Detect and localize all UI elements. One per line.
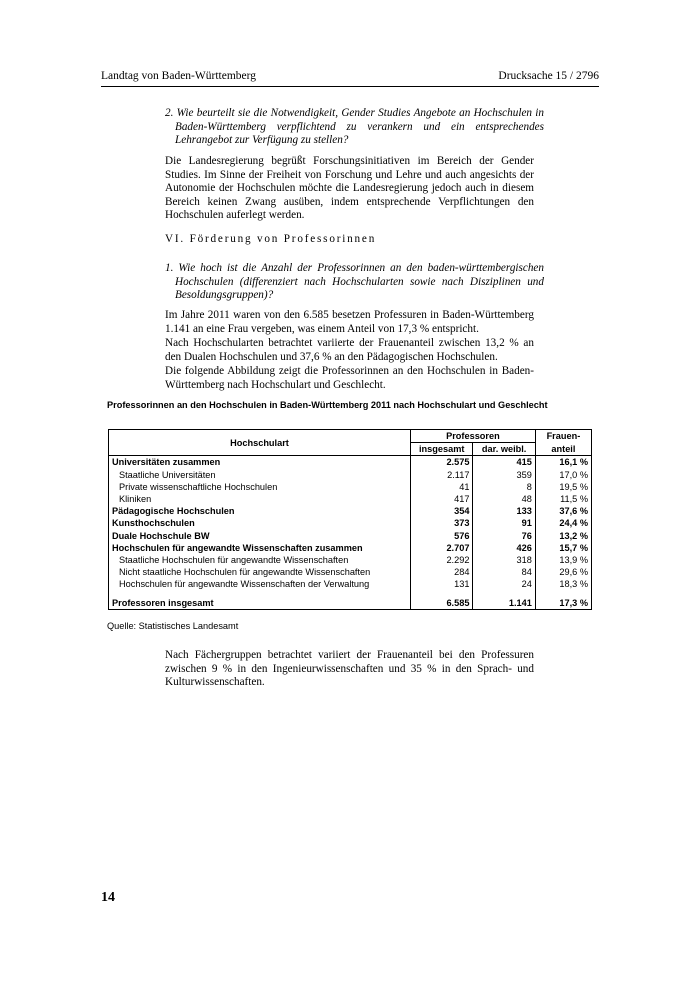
row-insgesamt: 2.117	[410, 469, 472, 481]
row-anteil: 13,9 %	[535, 554, 591, 566]
table-caption: Professorinnen an den Hochschulen in Baden-Württemberg 2011 nach Hochschulart und Geschlecht	[107, 400, 548, 410]
row-weibl: 48	[473, 493, 535, 505]
question-2: 2. Wie beurteilt sie die Notwendigkeit, Gender Studies Angebote an Hochschulen in Baden-Württemberg verpflichtend zu verankern und ein entsprechendes Lehrangebot zur Verfügung zu stellen?	[165, 107, 544, 147]
row-weibl: 24	[473, 578, 535, 590]
row-weibl: 415	[473, 456, 535, 469]
row-label: Staatliche Hochschulen für angewandte Wissenschaften	[109, 554, 411, 566]
row-anteil: 29,6 %	[535, 566, 591, 578]
answer-1-paragraph-1: Im Jahre 2011 waren von den 6.585 besetzen Professuren in Baden-Württemberg 1.141 an eine Frau vergeben, was einem Anteil von 17,3 % entspricht.	[165, 309, 534, 335]
table-row-total	[109, 596, 592, 609]
col-hochschulart: Hochschulart	[109, 430, 411, 456]
row-insgesamt: 417	[410, 493, 472, 505]
col-weibl: dar. weibl.	[473, 443, 535, 456]
row-anteil: 13,2 %	[535, 530, 591, 542]
row-anteil: 15,7 %	[535, 542, 591, 554]
row-weibl: 318	[473, 554, 535, 566]
row-weibl: 359	[473, 469, 535, 481]
row-insgesamt: 6.585	[410, 596, 472, 609]
row-weibl: 8	[473, 481, 535, 493]
row-label: Universitäten zusammen	[109, 456, 411, 469]
table-row	[109, 456, 592, 469]
row-anteil: 18,3 %	[535, 578, 591, 590]
row-anteil: 11,5 %	[535, 493, 591, 505]
table-row	[109, 542, 592, 554]
question-1: 1. Wie hoch ist die Anzahl der Professorinnen an den baden-württembergischen Hochschulen (differenziert nach Hochschularten sowie nach Disziplinen und Besoldungsgruppen)?	[165, 262, 544, 302]
row-weibl: 1.141	[473, 596, 535, 609]
answer-1-paragraph-3: Die folgende Abbildung zeigt die Professorinnen an den Hochschulen in Baden-Württemberg nach Hochschulart und Geschlecht.	[165, 365, 534, 391]
row-label: Kunsthochschulen	[109, 517, 411, 529]
row-label: Duale Hochschule BW	[109, 530, 411, 542]
page-header	[101, 70, 599, 87]
row-insgesamt: 2.707	[410, 542, 472, 554]
table-row	[109, 578, 592, 590]
page-number: 14	[101, 890, 115, 905]
row-label: Staatliche Universitäten	[109, 469, 411, 481]
row-label: Professoren insgesamt	[109, 596, 411, 609]
table-row	[109, 481, 592, 493]
row-insgesamt: 284	[410, 566, 472, 578]
header-right: Drucksache 15 / 2796	[498, 70, 599, 82]
row-weibl: 84	[473, 566, 535, 578]
col-frauen-1: Frauen-	[535, 430, 591, 443]
col-frauen-2: anteil	[535, 443, 591, 456]
row-insgesamt: 354	[410, 505, 472, 517]
table-row	[109, 530, 592, 542]
row-label: Pädagogische Hochschulen	[109, 505, 411, 517]
table-row	[109, 517, 592, 529]
row-label: Nicht staatliche Hochschulen für angewandte Wissenschaften	[109, 566, 411, 578]
row-insgesamt: 41	[410, 481, 472, 493]
answer-1-paragraph-2: Nach Hochschularten betrachtet variierte der Frauenanteil zwischen 13,2 % an den Dualen Hochschulen und 37,6 % an den Pädagogischen Hochschulen.	[165, 337, 534, 363]
header-left: Landtag von Baden-Württemberg	[101, 70, 256, 82]
section-title: VI. Förderung von Professorinnen	[165, 233, 377, 245]
row-label: Kliniken	[109, 493, 411, 505]
row-weibl: 91	[473, 517, 535, 529]
row-anteil: 16,1 %	[535, 456, 591, 469]
table-row	[109, 554, 592, 566]
table-row	[109, 469, 592, 481]
table-row	[109, 566, 592, 578]
table-row	[109, 493, 592, 505]
row-label: Hochschulen für angewandte Wissenschaften der Verwaltung	[109, 578, 411, 590]
row-weibl: 76	[473, 530, 535, 542]
row-insgesamt: 373	[410, 517, 472, 529]
row-label: Hochschulen für angewandte Wissenschaften zusammen	[109, 542, 411, 554]
row-weibl: 133	[473, 505, 535, 517]
table-row	[109, 505, 592, 517]
row-anteil: 37,6 %	[535, 505, 591, 517]
answer-2: Die Landesregierung begrüßt Forschungsinitiativen im Bereich der Gender Studies. Im Sinne der Freiheit von Forschung und Lehre und auch angesichts der Autonomie der Hochschulen möchte die Landesregierung jedoch auch in diesem Bereich keinen Zwang ausüben, indem entsprechende Verpflichtungen den Hochschulen auferlegt werden.	[165, 155, 534, 222]
row-insgesamt: 2.575	[410, 456, 472, 469]
row-insgesamt: 2.292	[410, 554, 472, 566]
row-anteil: 19,5 %	[535, 481, 591, 493]
row-anteil: 17,0 %	[535, 469, 591, 481]
closing-paragraph: Nach Fächergruppen betrachtet variiert der Frauenanteil bei den Professuren zwischen 9 % in den Ingenieurwissenschaften und 35 % in den Sprach- und Kulturwissenschaften.	[165, 649, 534, 689]
row-anteil: 24,4 %	[535, 517, 591, 529]
row-insgesamt: 576	[410, 530, 472, 542]
table-source: Quelle: Statistisches Landesamt	[107, 621, 239, 631]
row-insgesamt: 131	[410, 578, 472, 590]
professor-table	[108, 429, 592, 610]
col-insgesamt: insgesamt	[410, 443, 472, 456]
row-anteil: 17,3 %	[535, 596, 591, 609]
row-label: Private wissenschaftliche Hochschulen	[109, 481, 411, 493]
col-professoren: Professoren	[410, 430, 535, 443]
row-weibl: 426	[473, 542, 535, 554]
